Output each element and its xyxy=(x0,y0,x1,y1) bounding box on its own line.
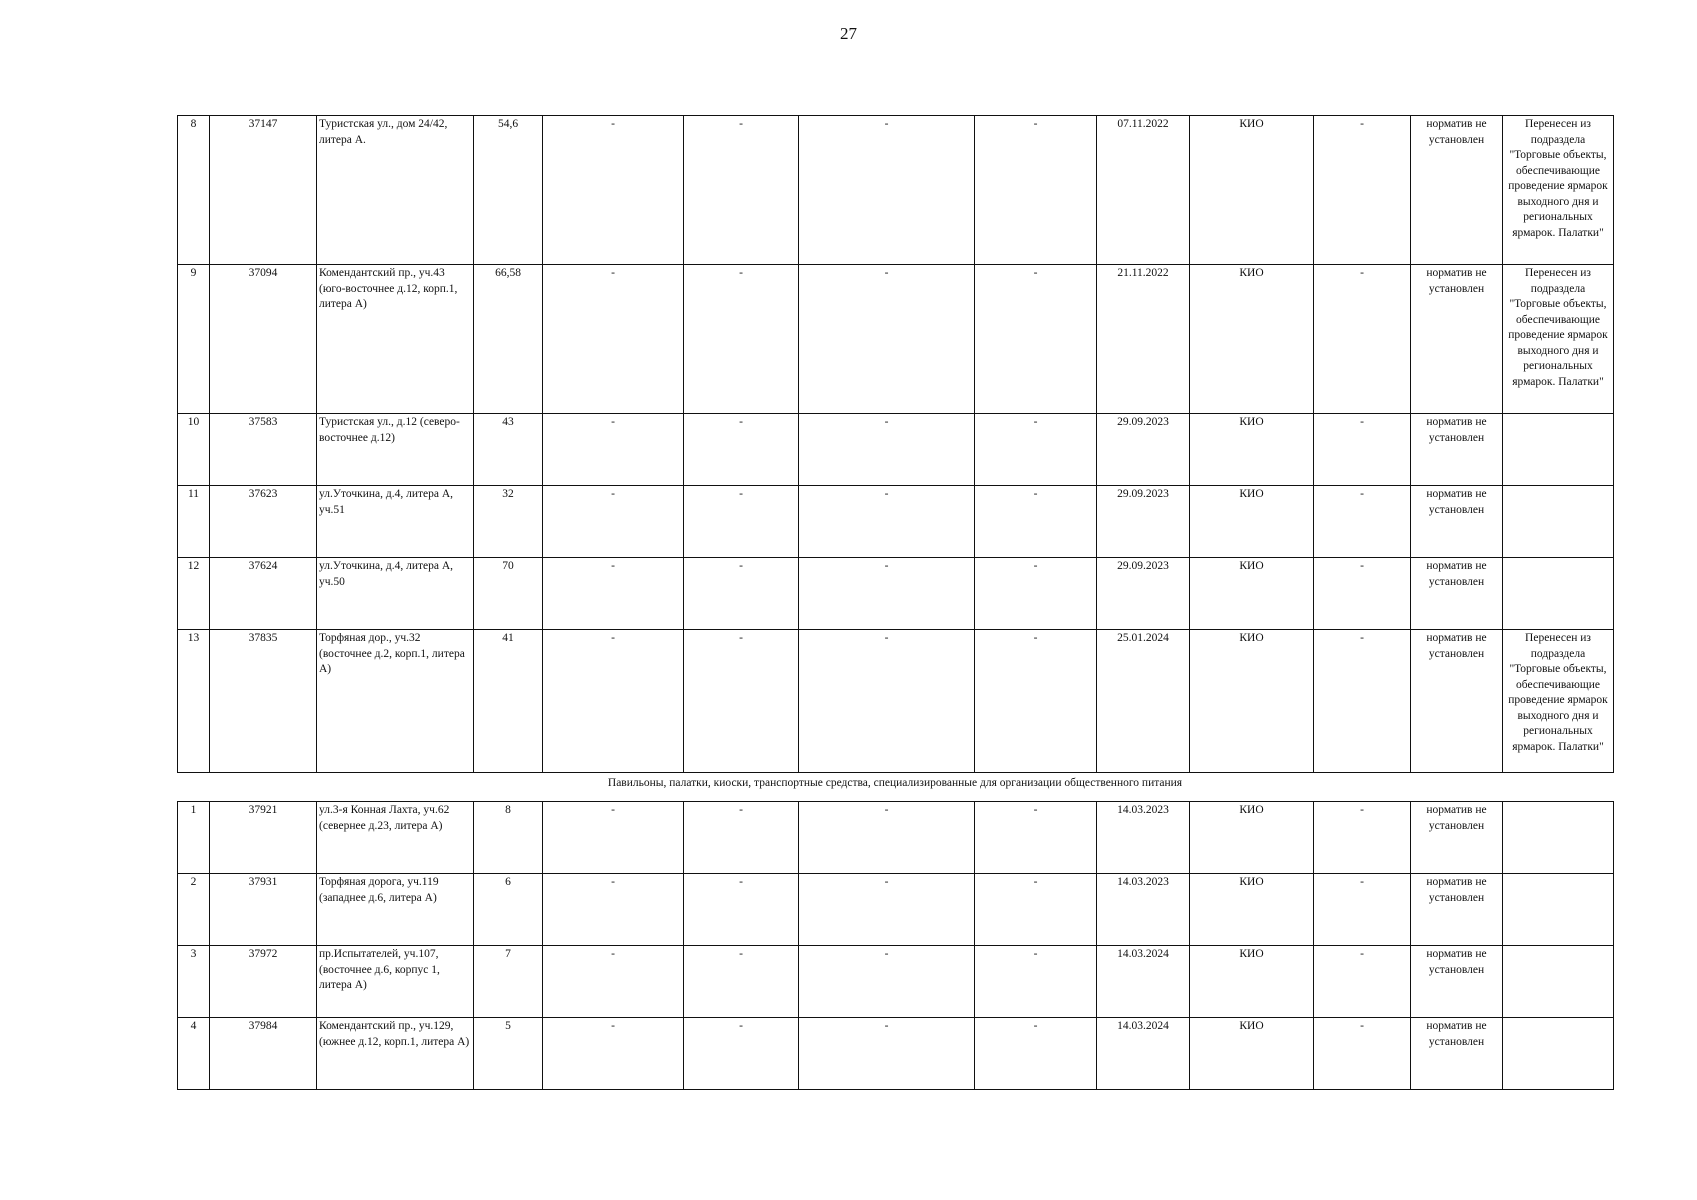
cell-dash: - xyxy=(975,1018,1097,1090)
cell-dash: - xyxy=(975,116,1097,265)
norm-status: норматив не установлен xyxy=(1411,414,1503,486)
cell-dash: - xyxy=(975,414,1097,486)
object-area: 43 xyxy=(474,414,543,486)
table-row xyxy=(178,265,1614,414)
norm-status: норматив не установлен xyxy=(1411,802,1503,874)
table-row xyxy=(178,1018,1614,1090)
table-row xyxy=(178,874,1614,946)
row-number: 9 xyxy=(178,265,210,414)
row-note xyxy=(1503,558,1614,630)
object-area: 32 xyxy=(474,486,543,558)
cell-dash: - xyxy=(543,946,684,1018)
cell-dash: - xyxy=(543,558,684,630)
responsible-body: КИО xyxy=(1190,116,1314,265)
object-code: 37624 xyxy=(210,558,317,630)
object-address: Торфяная дорога, уч.119 (западнее д.6, литера А) xyxy=(317,874,474,946)
cell-dash: - xyxy=(1314,558,1411,630)
responsible-body: КИО xyxy=(1190,1018,1314,1090)
row-number: 3 xyxy=(178,946,210,1018)
row-number: 13 xyxy=(178,630,210,773)
object-area: 66,58 xyxy=(474,265,543,414)
cell-dash: - xyxy=(975,874,1097,946)
row-number: 1 xyxy=(178,802,210,874)
object-address: Комендантский пр., уч.43 (юго-восточнее д.12, корп.1, литера А) xyxy=(317,265,474,414)
responsible-body: КИО xyxy=(1190,946,1314,1018)
object-code: 37147 xyxy=(210,116,317,265)
responsible-body: КИО xyxy=(1190,630,1314,773)
cell-dash: - xyxy=(1314,1018,1411,1090)
cell-dash: - xyxy=(684,874,799,946)
responsible-body: КИО xyxy=(1190,486,1314,558)
cell-dash: - xyxy=(975,265,1097,414)
cell-dash: - xyxy=(1314,802,1411,874)
cell-dash: - xyxy=(543,486,684,558)
cell-dash: - xyxy=(1314,265,1411,414)
cell-dash: - xyxy=(799,874,975,946)
table-row xyxy=(178,802,1614,874)
row-note xyxy=(1503,874,1614,946)
cell-dash: - xyxy=(975,946,1097,1018)
table-row xyxy=(178,414,1614,486)
inclusion-date: 14.03.2023 xyxy=(1097,802,1190,874)
cell-dash: - xyxy=(684,802,799,874)
object-area: 7 xyxy=(474,946,543,1018)
inclusion-date: 14.03.2024 xyxy=(1097,946,1190,1018)
object-area: 6 xyxy=(474,874,543,946)
responsible-body: КИО xyxy=(1190,265,1314,414)
inclusion-date: 14.03.2023 xyxy=(1097,874,1190,946)
cell-dash: - xyxy=(1314,946,1411,1018)
object-code: 37931 xyxy=(210,874,317,946)
row-number: 12 xyxy=(178,558,210,630)
cell-dash: - xyxy=(1314,630,1411,773)
row-number: 4 xyxy=(178,1018,210,1090)
norm-status: норматив не установлен xyxy=(1411,946,1503,1018)
object-address: ул.3-я Конная Лахта, уч.62 (севернее д.23, литера А) xyxy=(317,802,474,874)
inclusion-date: 25.01.2024 xyxy=(1097,630,1190,773)
cell-dash: - xyxy=(684,116,799,265)
responsible-body: КИО xyxy=(1190,414,1314,486)
responsible-body: КИО xyxy=(1190,558,1314,630)
object-area: 41 xyxy=(474,630,543,773)
inclusion-date: 29.09.2023 xyxy=(1097,414,1190,486)
cell-dash: - xyxy=(684,946,799,1018)
norm-status: норматив не установлен xyxy=(1411,874,1503,946)
table-row xyxy=(178,558,1614,630)
cell-dash: - xyxy=(684,1018,799,1090)
object-area: 8 xyxy=(474,802,543,874)
row-number: 10 xyxy=(178,414,210,486)
cell-dash: - xyxy=(543,630,684,773)
row-note xyxy=(1503,414,1614,486)
inclusion-date: 14.03.2024 xyxy=(1097,1018,1190,1090)
table-row xyxy=(178,946,1614,1018)
object-area: 70 xyxy=(474,558,543,630)
object-code: 37623 xyxy=(210,486,317,558)
cell-dash: - xyxy=(975,486,1097,558)
responsible-body: КИО xyxy=(1190,874,1314,946)
page-number: 27 xyxy=(840,24,857,43)
cell-dash: - xyxy=(684,630,799,773)
cell-dash: - xyxy=(1314,486,1411,558)
cell-dash: - xyxy=(799,486,975,558)
object-address: Комендантский пр., уч.129, (южнее д.12, корп.1, литера А) xyxy=(317,1018,474,1090)
table-row xyxy=(178,486,1614,558)
registry-table-trade-objects xyxy=(177,115,1614,773)
responsible-body: КИО xyxy=(1190,802,1314,874)
inclusion-date: 29.09.2023 xyxy=(1097,486,1190,558)
norm-status: норматив не установлен xyxy=(1411,558,1503,630)
row-note xyxy=(1503,946,1614,1018)
registry-table-catering-objects xyxy=(177,801,1614,1090)
row-note xyxy=(1503,1018,1614,1090)
row-note xyxy=(1503,802,1614,874)
cell-dash: - xyxy=(1314,874,1411,946)
cell-dash: - xyxy=(543,1018,684,1090)
object-address: Туристская ул., д.12 (северо-восточнее д.12) xyxy=(317,414,474,486)
row-number: 2 xyxy=(178,874,210,946)
inclusion-date: 29.09.2023 xyxy=(1097,558,1190,630)
cell-dash: - xyxy=(684,265,799,414)
object-code: 37094 xyxy=(210,265,317,414)
cell-dash: - xyxy=(543,116,684,265)
row-note: Перенесен из подраздела "Торговые объекты, обеспечивающие проведение ярмарок выходного дня и региональных ярмарок. Палатки" xyxy=(1503,265,1614,414)
table-row xyxy=(178,630,1614,773)
object-code: 37583 xyxy=(210,414,317,486)
object-address: Торфяная дор., уч.32 (восточнее д.2, корп.1, литера А) xyxy=(317,630,474,773)
cell-dash: - xyxy=(684,558,799,630)
norm-status: норматив не установлен xyxy=(1411,116,1503,265)
cell-dash: - xyxy=(543,265,684,414)
row-number: 11 xyxy=(178,486,210,558)
cell-dash: - xyxy=(543,802,684,874)
object-code: 37921 xyxy=(210,802,317,874)
object-code: 37972 xyxy=(210,946,317,1018)
cell-dash: - xyxy=(799,630,975,773)
cell-dash: - xyxy=(1314,414,1411,486)
row-note: Перенесен из подраздела "Торговые объекты, обеспечивающие проведение ярмарок выходного дня и региональных ярмарок. Палатки" xyxy=(1503,116,1614,265)
object-code: 37835 xyxy=(210,630,317,773)
cell-dash: - xyxy=(975,558,1097,630)
object-address: ул.Уточкина, д.4, литера А, уч.50 xyxy=(317,558,474,630)
inclusion-date: 07.11.2022 xyxy=(1097,116,1190,265)
cell-dash: - xyxy=(684,486,799,558)
row-note: Перенесен из подраздела "Торговые объекты, обеспечивающие проведение ярмарок выходного дня и региональных ярмарок. Палатки" xyxy=(1503,630,1614,773)
cell-dash: - xyxy=(799,946,975,1018)
cell-dash: - xyxy=(799,414,975,486)
section-heading: Павильоны, палатки, киоски, транспортные средства, специализированные для организации общественного питания xyxy=(607,777,1183,789)
object-address: пр.Испытателей, уч.107, (восточнее д.6, корпус 1, литера А) xyxy=(317,946,474,1018)
row-note xyxy=(1503,486,1614,558)
object-address: Туристская ул., дом 24/42, литера А. xyxy=(317,116,474,265)
object-area: 54,6 xyxy=(474,116,543,265)
cell-dash: - xyxy=(975,802,1097,874)
cell-dash: - xyxy=(799,116,975,265)
norm-status: норматив не установлен xyxy=(1411,630,1503,773)
cell-dash: - xyxy=(684,414,799,486)
cell-dash: - xyxy=(799,265,975,414)
cell-dash: - xyxy=(799,802,975,874)
cell-dash: - xyxy=(975,630,1097,773)
norm-status: норматив не установлен xyxy=(1411,486,1503,558)
norm-status: норматив не установлен xyxy=(1411,1018,1503,1090)
cell-dash: - xyxy=(543,874,684,946)
object-area: 5 xyxy=(474,1018,543,1090)
table-row xyxy=(178,116,1614,265)
cell-dash: - xyxy=(799,1018,975,1090)
inclusion-date: 21.11.2022 xyxy=(1097,265,1190,414)
cell-dash: - xyxy=(799,558,975,630)
object-address: ул.Уточкина, д.4, литера А, уч.51 xyxy=(317,486,474,558)
row-number: 8 xyxy=(178,116,210,265)
norm-status: норматив не установлен xyxy=(1411,265,1503,414)
cell-dash: - xyxy=(1314,116,1411,265)
cell-dash: - xyxy=(543,414,684,486)
object-code: 37984 xyxy=(210,1018,317,1090)
